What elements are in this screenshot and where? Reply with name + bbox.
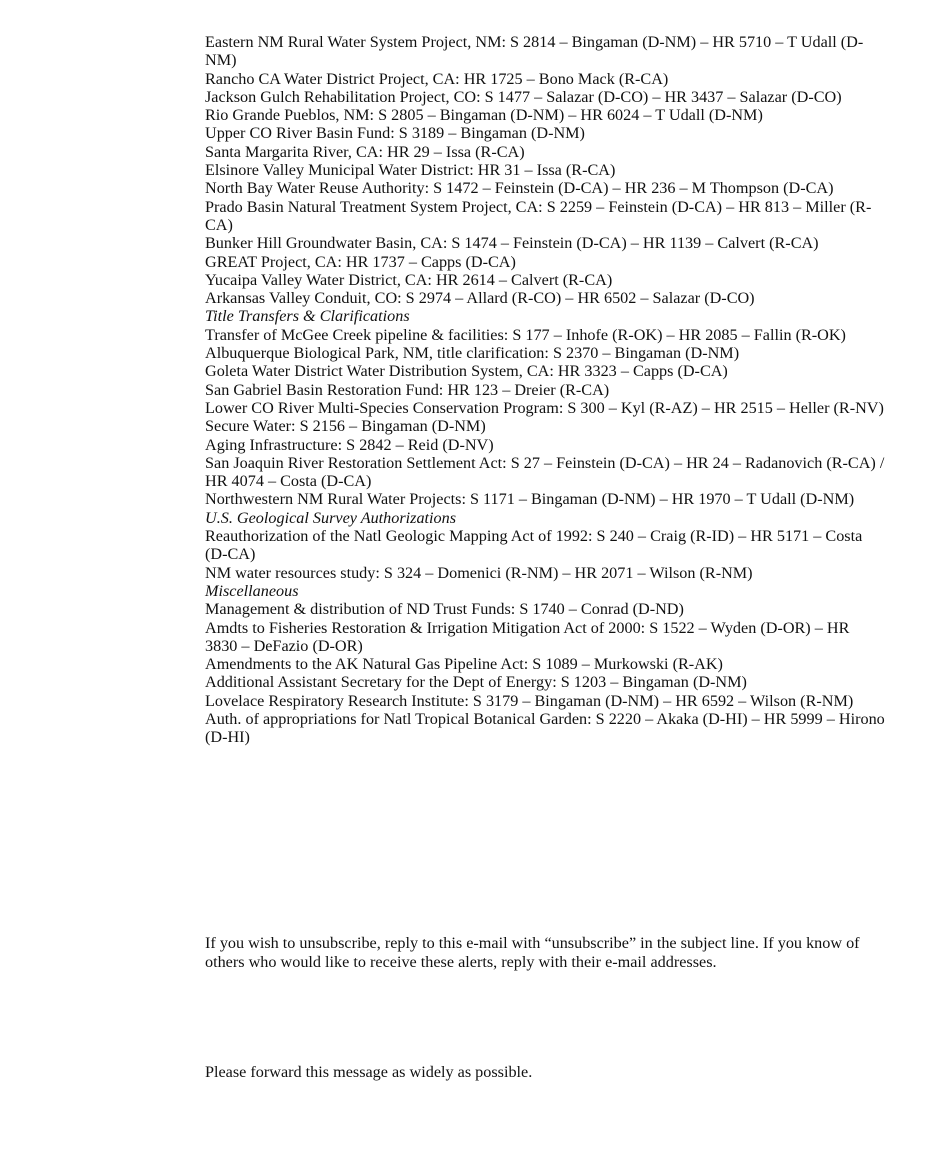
bill-list (205, 33, 885, 747)
bill-entry: Albuquerque Biological Park, NM, title clarification: S 2370 – Bingaman (D-NM) (205, 344, 740, 363)
bill-entry: Santa Margarita River, CA: HR 29 – Issa (R-CA) (205, 142, 525, 161)
bill-entry: San Gabriel Basin Restoration Fund: HR 123 – Dreier (R-CA) (205, 380, 610, 399)
bill-entry: Management & distribution of ND Trust Funds: S 1740 – Conrad (D-ND) (205, 600, 684, 619)
bill-entry: Upper CO River Basin Fund: S 3189 – Bingaman (D-NM) (205, 124, 585, 143)
bill-entry: Lovelace Respiratory Research Institute: S 3179 – Bingaman (D-NM) – HR 6592 – Wilson (R-NM) (205, 691, 854, 710)
bill-entry: Transfer of McGee Creek pipeline & facilities: S 177 – Inhofe (R-OK) – HR 2085 – Fallin (R-OK) (205, 325, 846, 344)
bill-entry: Arkansas Valley Conduit, CO: S 2974 – Allard (R-CO) – HR 6502 – Salazar (D-CO) (205, 289, 755, 308)
bill-entry: Secure Water: S 2156 – Bingaman (D-NM) (205, 417, 486, 436)
bill-entry: Bunker Hill Groundwater Basin, CA: S 1474 – Feinstein (D-CA) – HR 1139 – Calvert (R-CA) (205, 234, 819, 253)
bill-entry: Amendments to the AK Natural Gas Pipeline Act: S 1089 – Murkowski (R-AK) (205, 655, 723, 674)
bill-entry: Lower CO River Multi-Species Conservation Program: S 300 – Kyl (R-AZ) – HR 2515 – Heller (R-NV) (205, 398, 884, 417)
unsubscribe-notice: If you wish to unsubscribe, reply to this e-mail with “unsubscribe” in the subject line. If you know of others who would like to receive these alerts, reply with their e-mail addresses. (205, 934, 860, 971)
bill-entry: Auth. of appropriations for Natl Tropical Botanical Garden: S 2220 – Akaka (D-HI) – HR 5999 – Hirono (D-HI) (205, 709, 885, 747)
section-heading: U.S. Geological Survey Authorizations (205, 508, 457, 527)
bill-entry: Rancho CA Water District Project, CA: HR 1725 – Bono Mack (R-CA) (205, 69, 669, 88)
bill-entry: NM water resources study: S 324 – Domenici (R-NM) – HR 2071 – Wilson (R-NM) (205, 563, 753, 582)
bill-entry: Jackson Gulch Rehabilitation Project, CO: S 1477 – Salazar (D-CO) – HR 3437 – Salazar (D-CO) (205, 87, 842, 106)
bill-entry: Northwestern NM Rural Water Projects: S 1171 – Bingaman (D-NM) – HR 1970 – T Udall (D-NM) (205, 490, 855, 509)
section-heading: Miscellaneous (205, 581, 299, 600)
forward-request: Please forward this message as widely as possible. (205, 1063, 533, 1081)
bill-entry: San Joaquin River Restoration Settlement Act: S 27 – Feinstein (D-CA) – HR 24 – Radanovich (R-CA) / HR 4074 – Costa (D-CA) (205, 453, 885, 491)
bill-entry: Rio Grande Pueblos, NM: S 2805 – Bingaman (D-NM) – HR 6024 – T Udall (D-NM) (205, 106, 763, 125)
bill-entry: Goleta Water District Water Distribution System, CA: HR 3323 – Capps (D-CA) (205, 362, 728, 381)
bill-entry: Amdts to Fisheries Restoration & Irrigation Mitigation Act of 2000: S 1522 – Wyden (D-OR) – HR 3830 – DeFazio (D-OR) (205, 618, 850, 655)
section-heading: Title Transfers & Clarifications (205, 307, 410, 326)
bill-entry: Aging Infrastructure: S 2842 – Reid (D-NV) (205, 435, 494, 454)
bill-entry: GREAT Project, CA: HR 1737 – Capps (D-CA) (205, 252, 516, 271)
bill-entry: Additional Assistant Secretary for the Dept of Energy: S 1203 – Bingaman (D-NM) (205, 673, 747, 692)
bill-entry: Prado Basin Natural Treatment System Project, CA: S 2259 – Feinstein (D-CA) – HR 813 – Miller (R-CA) (205, 197, 872, 234)
bill-entry: North Bay Water Reuse Authority: S 1472 – Feinstein (D-CA) – HR 236 – M Thompson (D-CA) (205, 179, 834, 198)
bill-entry: Eastern NM Rural Water System Project, NM: S 2814 – Bingaman (D-NM) – HR 5710 – T Udall (D-NM) (205, 33, 864, 70)
bill-entry: Yucaipa Valley Water District, CA: HR 2614 – Calvert (R-CA) (205, 270, 613, 289)
bill-entry: Elsinore Valley Municipal Water District: HR 31 – Issa (R-CA) (205, 161, 616, 180)
bill-entry: Reauthorization of the Natl Geologic Mapping Act of 1992: S 240 – Craig (R-ID) – HR 5171 – Costa (D-CA) (205, 527, 863, 564)
